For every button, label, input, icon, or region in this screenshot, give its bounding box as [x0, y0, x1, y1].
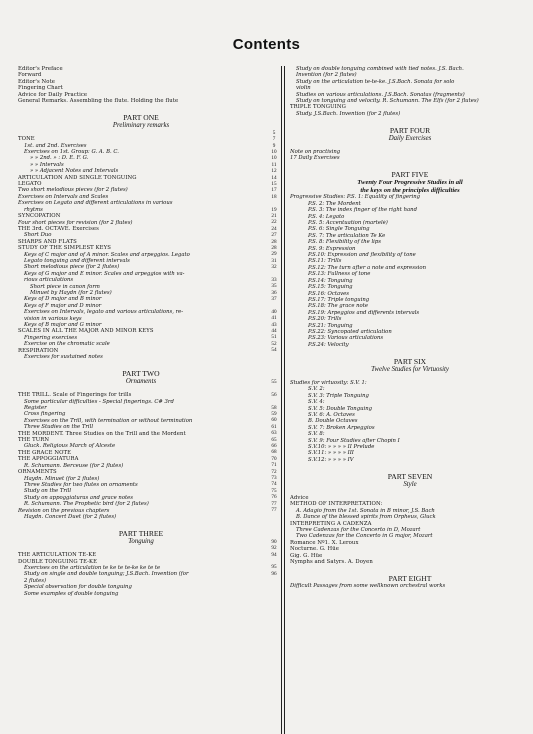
- toc-entry: Short Duo: [24, 232, 52, 239]
- toc-entry: [290, 463, 530, 469]
- toc-entry: Keys of F major and D minor: [24, 302, 102, 309]
- column-divider-inner: [281, 66, 282, 734]
- page-number: 17: [271, 187, 277, 194]
- toc-entry: THE TRILL. Scale of Fingerings for trills: [18, 392, 132, 399]
- page-number: 68: [271, 449, 277, 456]
- part-heading: PART THREE: [118, 528, 164, 538]
- toc-entry: Study on double tonguing combined with tied notes. J.S. Bach.: [296, 66, 464, 72]
- toc-entry: P.S.19: Arpeggios and differents intervals: [308, 309, 420, 316]
- toc-entry: Legato tonguing and different intervals: [24, 257, 130, 264]
- toc-entry: DOUBLE TONGUING TE-KE: [18, 558, 98, 565]
- page-number: 36: [271, 289, 277, 296]
- toc-entry: R. Schumann. Berceuse (for 2 flutes): [24, 462, 124, 469]
- toc-entry: Cross fingering: [24, 411, 66, 418]
- toc-entry: Editor's Note: [18, 78, 56, 85]
- toc-entry: P.S.16: Octaves: [308, 290, 349, 297]
- toc-entry: P.S.23: Various articulations: [308, 335, 384, 342]
- toc-entry: Editor's Preface: [18, 66, 63, 72]
- page-number: 18: [271, 193, 277, 200]
- part-subtitle: Preliminary remarks: [112, 121, 170, 129]
- toc-entry: vision in various keys: [24, 315, 82, 322]
- toc-entry: [290, 348, 530, 354]
- toc-entry: General Remarks. Assembling the flute. Holding the flute: [18, 98, 179, 105]
- page-number: 71: [271, 462, 277, 469]
- toc-entry: Exercises on Intervals and Scales: [18, 193, 109, 200]
- toc-entry: S.V. 2:: [308, 386, 325, 393]
- page-number: 24: [271, 225, 277, 232]
- toc-entry: Romance Nº1. X. Leroux: [290, 539, 359, 546]
- page-number: 96: [271, 570, 277, 577]
- toc-entry: rious articulations: [24, 277, 74, 284]
- toc-entry: rhytms: [24, 206, 43, 213]
- toc-entry: P.S. 6: Single Tonguing: [308, 226, 370, 233]
- contents-right-column: [290, 66, 530, 589]
- toc-entry: Study on tonguing and velocity. R. Schumann. The Elfs (for 2 flutes): [296, 98, 479, 105]
- toc-entry: S.V. 7: Broken Arpeggios: [308, 424, 375, 431]
- toc-entry: THE ARTICULATION TE-KE: [18, 552, 97, 559]
- contents-left-column: [18, 66, 264, 597]
- toc-entry: THE MORDENT. Three Studies on the Trill and the Mordent: [18, 430, 186, 437]
- page-number: 19: [271, 206, 277, 213]
- toc-entry: TRIPLE TONGUING: [290, 104, 346, 111]
- part-subtitle: Twenty Four Progressive Studies in all: [357, 179, 463, 187]
- toc-entry: Two Cadenzas for the Concerto in G major, Mozart: [296, 533, 433, 540]
- page-number: 77: [271, 506, 277, 513]
- page-number: 54: [271, 347, 277, 354]
- toc-entry: P.S. 7: The articulation Te Ke: [308, 232, 386, 239]
- toc-entry: violin: [296, 85, 311, 92]
- page-number: 14: [271, 174, 277, 181]
- part-heading: PART EIGHT: [388, 573, 432, 583]
- page-number: 72: [271, 468, 277, 475]
- toc-entry: B. Double Octaves: [308, 418, 358, 425]
- toc-entry: Exercises for sustained notes: [24, 354, 103, 361]
- toc-entry: P.S.17: Triple tonguing: [308, 296, 370, 303]
- toc-entry: P.S.18: The grace note: [308, 303, 368, 310]
- toc-entry: P.S. 3: The index finger of the right hand: [308, 207, 417, 214]
- page-number: 58: [271, 404, 277, 411]
- toc-entry: Four short pieces for revision (for 2 flutes): [18, 219, 133, 226]
- toc-entry: P.S.14: Tonguing: [308, 277, 353, 284]
- toc-entry: Haydn. Concert Duet (for 2 flutes): [24, 513, 117, 520]
- page-number: 70: [271, 455, 277, 462]
- page-number: 37: [271, 296, 277, 303]
- toc-entry: SYNCOPATION: [18, 213, 61, 220]
- part-subtitle: Twelve Studies for Virtuosity: [371, 365, 449, 373]
- part-heading: PART FIVE: [391, 170, 429, 180]
- page-number: 52: [271, 340, 277, 347]
- toc-entry: Advice for Daily Practice: [18, 91, 88, 98]
- toc-entry: P.S.13: Fullness of tone: [308, 271, 371, 278]
- page-number: 40: [271, 308, 277, 315]
- part-heading: PART ONE: [123, 112, 159, 122]
- page-number: 41: [271, 315, 277, 322]
- toc-entry: [290, 117, 530, 123]
- toc-entry: Exercise on the chromatic scale: [24, 341, 110, 348]
- page-number: 60: [271, 417, 277, 424]
- toc-entry: STUDY OF THE SIMPLEST KEYS: [18, 245, 111, 252]
- page-number: 63: [271, 430, 277, 437]
- toc-entry: Study. J.S.Bach. Invention (for 2 flutes): [296, 110, 401, 117]
- page-number: 55: [271, 379, 277, 386]
- page-number: 56: [271, 391, 277, 398]
- page-number: 15: [271, 181, 277, 188]
- toc-entry: P.S.10: Expression and flexibility of tone: [308, 252, 416, 259]
- toc-entry: THE 3rd. OCTAVE. Exercises: [18, 225, 99, 232]
- toc-entry: P.S.20: Trills: [308, 316, 342, 323]
- toc-entry: [290, 162, 530, 168]
- toc-entry: Studies on various articulations. J.S.Bach. Sonatas (fragments): [296, 91, 465, 98]
- page-number: 66: [271, 443, 277, 450]
- page-number: 9: [272, 142, 276, 149]
- page-number: 11: [271, 161, 277, 168]
- toc-entry: Keys of B major and G minor: [24, 322, 102, 328]
- page-number: 90: [271, 538, 277, 545]
- toc-entry: P.S.22: Syncopated articulation: [308, 328, 392, 335]
- page-number: 27: [271, 232, 277, 239]
- toc-entry: Three Cadenzas for the Concerto in D, Mozart: [296, 527, 421, 534]
- toc-entry: P.S. 2: The Mordent: [308, 200, 361, 207]
- toc-entry: THE APPOGGIATURA: [18, 456, 79, 463]
- toc-entry: Progressive Studies: P.S. 1: Equality of fingering: [290, 194, 421, 201]
- page-number: 28: [271, 244, 277, 251]
- page-number: 76: [271, 494, 277, 501]
- page-number: 5: [272, 129, 276, 136]
- toc-entry: Short melodious piece (for 2 flutes): [24, 264, 120, 271]
- toc-entry: 1st. and 2nd. Exercises: [24, 142, 87, 149]
- page-number: 51: [271, 334, 277, 341]
- toc-entry: Nymphs and Satyrs. A. Doyen: [290, 559, 373, 566]
- toc-entry: P.S.24: Velocity: [308, 341, 349, 348]
- toc-entry: Forward: [18, 72, 42, 79]
- page-number: 21: [271, 212, 277, 219]
- page-number: 75: [271, 487, 277, 494]
- toc-entry: Exercises on 1st. Group: G. A. B. C.: [24, 149, 119, 156]
- part-heading: PART FOUR: [389, 125, 431, 135]
- toc-entry: Fingering Chart: [18, 85, 63, 92]
- toc-entry: [290, 565, 530, 571]
- toc-entry: METHOD OF INTERPRETATION:: [290, 501, 383, 508]
- toc-entry: Keys of D major and B minor: [24, 296, 102, 303]
- toc-entry: Study on the Trill: [24, 488, 72, 495]
- page-number: 43: [271, 321, 277, 328]
- toc-entry: RESPIRATION: [18, 347, 59, 354]
- toc-entry: S.V. 3: Triple Tonguing: [308, 392, 369, 399]
- page-number: 73: [271, 475, 277, 481]
- toc-entry: S.V. 5: Double Tonguing: [308, 405, 372, 412]
- page-number: 94: [271, 551, 277, 558]
- toc-entry: Nocturne. G. Hüe: [290, 546, 339, 553]
- page-number: 95: [271, 564, 277, 571]
- toc-entry: Advice: [290, 495, 309, 502]
- page-number: 92: [271, 545, 277, 552]
- toc-entry: [18, 104, 264, 110]
- toc-entry: Three Studies for two flutes on ornaments: [24, 481, 138, 488]
- toc-entry: Gluck. Religious March of Alceste: [24, 443, 116, 450]
- toc-entry: S.V. 6: A. Octaves: [308, 411, 355, 418]
- toc-entry: Study on the articulation te-te-ke. J.S.Bach. Sonata for solo: [296, 78, 455, 85]
- toc-entry: ORNAMENTS: [18, 469, 57, 476]
- page-number: 22: [271, 219, 277, 226]
- page-number: 28: [271, 238, 277, 245]
- toc-entry: Short piece in canon form: [30, 283, 100, 290]
- toc-entry: Minuet by Haydn (for 2 flutes): [30, 289, 112, 296]
- page-number: 77: [271, 500, 277, 507]
- toc-entry: [18, 520, 264, 526]
- part-heading: PART SEVEN: [387, 471, 433, 481]
- toc-entry: 17 Daily Exercises: [290, 155, 340, 162]
- page-title: Contents: [232, 36, 301, 53]
- toc-entry: P.S.12: The turn after a note and expression: [308, 264, 426, 271]
- toc-entry: Three Studies on the Trill: [24, 424, 94, 431]
- toc-entry: Some particular difficulties - Special fingerings. C# 3rd: [24, 398, 174, 405]
- toc-entry: Study on appoggiaturas and grace notes: [24, 494, 134, 501]
- toc-entry: Note on practising: [290, 149, 341, 156]
- toc-entry: SHARPS AND FLATS: [18, 238, 77, 245]
- toc-entry: » » Intervals: [30, 161, 64, 168]
- toc-entry: Register: [24, 405, 47, 412]
- page-number: 44: [271, 328, 277, 335]
- toc-entry: SCALES IN ALL THE MAJOR AND MINOR KEYS: [18, 328, 154, 335]
- toc-entry: ARTICULATION AND SINGLE TONGUING: [18, 174, 137, 181]
- toc-entry: Haydn. Minuet (for 2 flutes): [24, 475, 100, 482]
- toc-entry: S.V. 4:: [308, 399, 325, 406]
- toc-entry: Special observation for double tonguing: [24, 584, 132, 591]
- toc-entry: [18, 360, 264, 366]
- toc-entry: THE GRACE NOTE: [18, 449, 72, 456]
- page-number: 31: [271, 257, 277, 264]
- toc-entry: P.S. 9: Expression: [308, 245, 356, 252]
- page-number: 32: [271, 264, 277, 271]
- toc-entry: THE TURN: [18, 437, 50, 444]
- toc-entry: Study on single and double tonguing; J.S.Bach. Invention (for: [24, 571, 189, 578]
- toc-entry: S.V. 8:: [308, 431, 325, 438]
- page-number: 7: [272, 136, 276, 143]
- toc-entry: Keys of C major and of A minor. Scales and arpeggios. Legato: [24, 251, 190, 258]
- toc-entry: S.V.12: » » » » IV: [308, 456, 354, 463]
- part-heading: PART TWO: [122, 368, 160, 378]
- toc-entry: Studies for virtuosity: S.V. 1:: [290, 379, 367, 386]
- toc-entry: R. Schumann. The Prophetic bird (for 2 flutes): [24, 501, 149, 508]
- toc-entry: P.S.11: Trills: [308, 258, 342, 265]
- toc-entry: P.S. 8: Flexibility of the lips: [308, 239, 381, 246]
- toc-entry: » » 2nd. » : D. E. F. G.: [30, 155, 89, 162]
- toc-entry: Difficult Passages from some wellknown orchestral works: [290, 582, 446, 589]
- toc-entry: Fingering exercises: [24, 334, 78, 341]
- page-number: 12: [271, 168, 277, 175]
- toc-entry: TONE: [18, 136, 35, 143]
- toc-entry: 2 flutes): [24, 577, 47, 584]
- toc-entry: A. Adagio from the 1st. Sonata in B minor, J.S. Bach: [296, 507, 435, 514]
- page-number: 33: [271, 276, 277, 283]
- toc-entry: Gig. G. Hüe: [290, 552, 323, 559]
- part-subtitle: Daily Exercises: [388, 134, 432, 142]
- page-number: 10: [271, 149, 277, 156]
- toc-entry: » » Adjacent Notes and Intervals: [30, 168, 119, 175]
- toc-entry: S.V.11: » » » » III: [308, 450, 354, 457]
- part-subtitle: Ornaments: [125, 377, 157, 385]
- toc-entry: P.S.21: Tonguing: [308, 322, 353, 329]
- toc-entry: Invention (for 2 flutes): [296, 72, 357, 79]
- page-number: 74: [271, 481, 277, 488]
- part-subtitle: Tonguing: [128, 537, 154, 545]
- toc-entry: Keys of G major and E minor. Scales and arpeggios with va-: [24, 270, 185, 277]
- toc-entry: Exercises on Legato and different articulations in various: [18, 200, 173, 207]
- page-number: 61: [271, 423, 277, 430]
- toc-entry: P.S.15: Tonguing: [308, 284, 353, 291]
- part-subtitle: the keys on the principles difficulties: [360, 186, 460, 194]
- page-number: 35: [271, 283, 277, 290]
- toc-entry: Exercises on Intervals, legato and various articulations, re-: [24, 309, 184, 316]
- toc-entry: S.V.10: » » » » II Prelude: [308, 444, 375, 451]
- toc-entry: LEGATO: [18, 181, 42, 188]
- toc-entry: Some examples of double tonguing: [24, 590, 119, 597]
- part-subtitle: Style: [403, 480, 417, 488]
- toc-entry: INTERPRETING A CADENZA: [290, 520, 372, 527]
- toc-entry: B. Dance of the blessed spirits from Orpheus, Gluck: [296, 514, 436, 521]
- toc-entry: S.V. 9: Four Studies after Chopin I: [308, 437, 400, 444]
- page-number: 29: [271, 251, 277, 258]
- toc-entry: Exercises on the Trill, with termination or without termination: [24, 417, 193, 424]
- toc-entry: Exercises on the articulation te ke te te-ke ke te te: [24, 564, 161, 571]
- toc-entry: P.S. 5: Accentuation (martelé): [308, 220, 388, 227]
- toc-entry: Revision on the previous chapters: [18, 507, 110, 514]
- toc-entry: Two short melodious pieces (for 2 flutes): [18, 187, 128, 194]
- page-number: 65: [271, 436, 277, 443]
- column-divider: [284, 66, 285, 734]
- page-number: 10: [271, 155, 277, 162]
- part-heading: PART SIX: [393, 356, 427, 366]
- page-number: 59: [271, 411, 277, 418]
- toc-entry: P.S. 4: Legato: [308, 213, 345, 220]
